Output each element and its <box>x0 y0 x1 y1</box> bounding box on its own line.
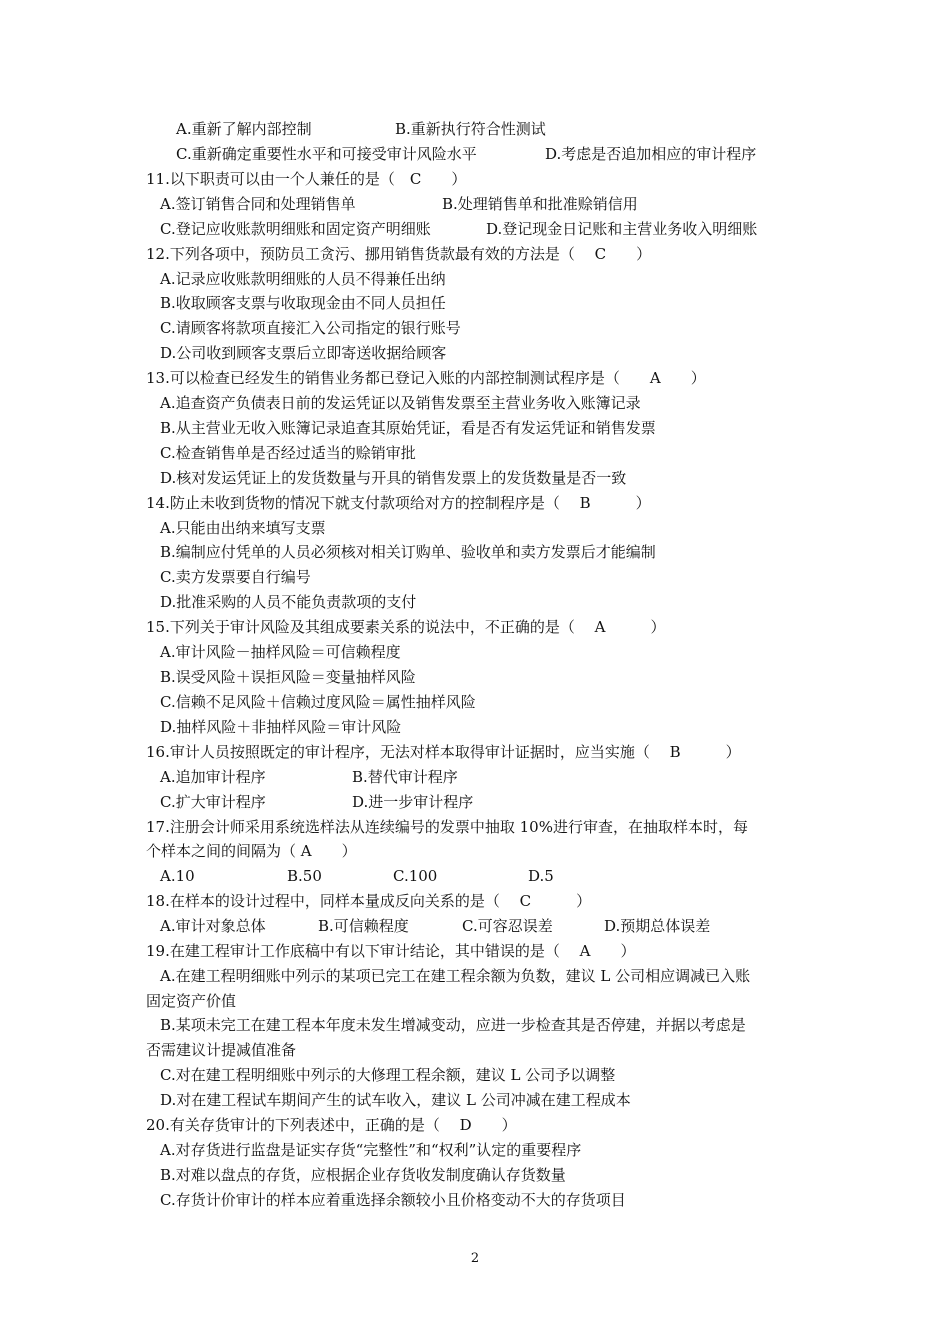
text-segment: C.信赖不足风险＋信赖过度风险＝属性抽样风险 <box>160 693 476 711</box>
text-segment: B.处理销售单和批准赊销信用 <box>442 195 638 213</box>
text-segment: B.收取顾客支票与收取现金由不同人员担任 <box>160 294 446 312</box>
text-segment: C.存货计价审计的样本应着重选择余额较小且价格变动不大的存货项目 <box>160 1191 626 1209</box>
text-segment: 固定资产价值 <box>146 992 237 1010</box>
text-segment: 17.注册会计师采用系统选样法从连续编号的发票中抽取 10%进行审查，在抽取样本时，每 <box>146 818 748 836</box>
text-segment: C.扩大审计程序 <box>160 793 266 811</box>
text-segment: B.误受风险＋误拒风险＝变量抽样风险 <box>160 668 416 686</box>
text-segment: B.可信赖程度 <box>318 917 409 935</box>
page-number: 2 <box>470 1251 480 1266</box>
text-segment: A.只能由出纳来填写支票 <box>160 519 326 537</box>
text-segment: B.某项未完工在建工程本年度未发生增减变动，应进一步检查其是否停建，并据以考虑是 <box>160 1016 746 1034</box>
text-segment: D.对在建工程试车期间产生的试车收入，建议 L 公司冲减在建工程成本 <box>160 1091 631 1109</box>
text-segment: 否需建议计提减值准备 <box>146 1041 297 1059</box>
text-segment: A.记录应收账款明细账的人员不得兼任出纳 <box>160 270 446 288</box>
text-segment: B.对难以盘点的存货，应根据企业存货收发制度确认存货数量 <box>160 1166 566 1184</box>
text-segment: A.审计对象总体 <box>160 917 266 935</box>
text-segment: C.重新确定重要性水平和可接受审计风险水平 <box>176 145 477 163</box>
text-segment: D.公司收到顾客支票后立即寄送收据给顾客 <box>160 344 447 362</box>
text-segment: C.100 <box>393 867 438 885</box>
text-segment: B.编制应付凭单的人员必须核对相关订购单、验收单和卖方发票后才能编制 <box>160 543 656 561</box>
text-segment: 20.有关存货审计的下列表述中，正确的是（ D ） <box>146 1116 517 1134</box>
text-segment: C.卖方发票要自行编号 <box>160 568 311 586</box>
text-segment: 19.在建工程审计工作底稿中有以下审计结论，其中错误的是（ A ） <box>146 942 636 960</box>
text-segment: D.进一步审计程序 <box>352 793 474 811</box>
text-segment: 11.以下职责可以由一个人兼任的是（ C ） <box>146 170 467 188</box>
text-segment: B.重新执行符合性测试 <box>395 120 546 138</box>
text-segment: D.预期总体误差 <box>604 917 711 935</box>
text-segment: A.审计风险－抽样风险＝可信赖程度 <box>160 643 401 661</box>
text-segment: 16.审计人员按照既定的审计程序，无法对样本取得审计证据时，应当实施（ B ） <box>146 743 741 761</box>
text-segment: D.批准采购的人员不能负责款项的支付 <box>160 593 417 611</box>
text-segment: 18.在样本的设计过程中，同样本量成反向关系的是（ C ） <box>146 892 592 910</box>
text-segment: A.签订销售合同和处理销售单 <box>160 195 356 213</box>
text-segment: A.在建工程明细账中列示的某项已完工在建工程余额为负数，建议 L 公司相应调减已入账 <box>160 967 751 985</box>
text-segment: A.对存货进行监盘是证实存货“完整性”和“权利”认定的重要程序 <box>160 1141 582 1159</box>
text-segment: C.检查销售单是否经过适当的赊销审批 <box>160 444 416 462</box>
text-segment: A.追加审计程序 <box>160 768 266 786</box>
text-segment: A.追查资产负债表日前的发运凭证以及销售发票至主营业务收入账簿记录 <box>160 394 641 412</box>
text-segment: 13.可以检查已经发生的销售业务都已登记入账的内部控制测试程序是（ A ） <box>146 369 706 387</box>
text-segment: C.可容忍误差 <box>462 917 553 935</box>
text-segment: A.10 <box>160 867 195 885</box>
text-segment: D.抽样风险＋非抽样风险＝审计风险 <box>160 718 402 736</box>
text-segment: 个样本之间的间隔为（ A ） <box>146 842 357 860</box>
text-segment: A.重新了解内部控制 <box>176 120 312 138</box>
text-segment: B.50 <box>287 867 322 885</box>
text-segment: 14.防止未收到货物的情况下就支付款项给对方的控制程序是（ B ） <box>146 494 651 512</box>
text-segment: D.考虑是否追加相应的审计程序 <box>545 145 757 163</box>
text-segment: B.替代审计程序 <box>352 768 458 786</box>
text-segment: D.登记现金日记账和主营业务收入明细账 <box>486 220 758 238</box>
text-segment: B.从主营业无收入账簿记录追查其原始凭证，看是否有发运凭证和销售发票 <box>160 419 656 437</box>
text-segment: D.5 <box>528 867 554 885</box>
text-segment: 15.下列关于审计风险及其组成要素关系的说法中，不正确的是（ A ） <box>146 618 666 636</box>
text-segment: C.登记应收账款明细账和固定资产明细账 <box>160 220 431 238</box>
text-segment: C.请顾客将款项直接汇入公司指定的银行账号 <box>160 319 461 337</box>
text-segment: C.对在建工程明细账中列示的大修理工程余额，建议 L 公司予以调整 <box>160 1066 616 1084</box>
text-segment: D.核对发运凭证上的发货数量与开具的销售发票上的发货数量是否一致 <box>160 469 627 487</box>
text-segment: 12.下列各项中，预防员工贪污、挪用销售货款最有效的方法是（ C ） <box>146 245 652 263</box>
